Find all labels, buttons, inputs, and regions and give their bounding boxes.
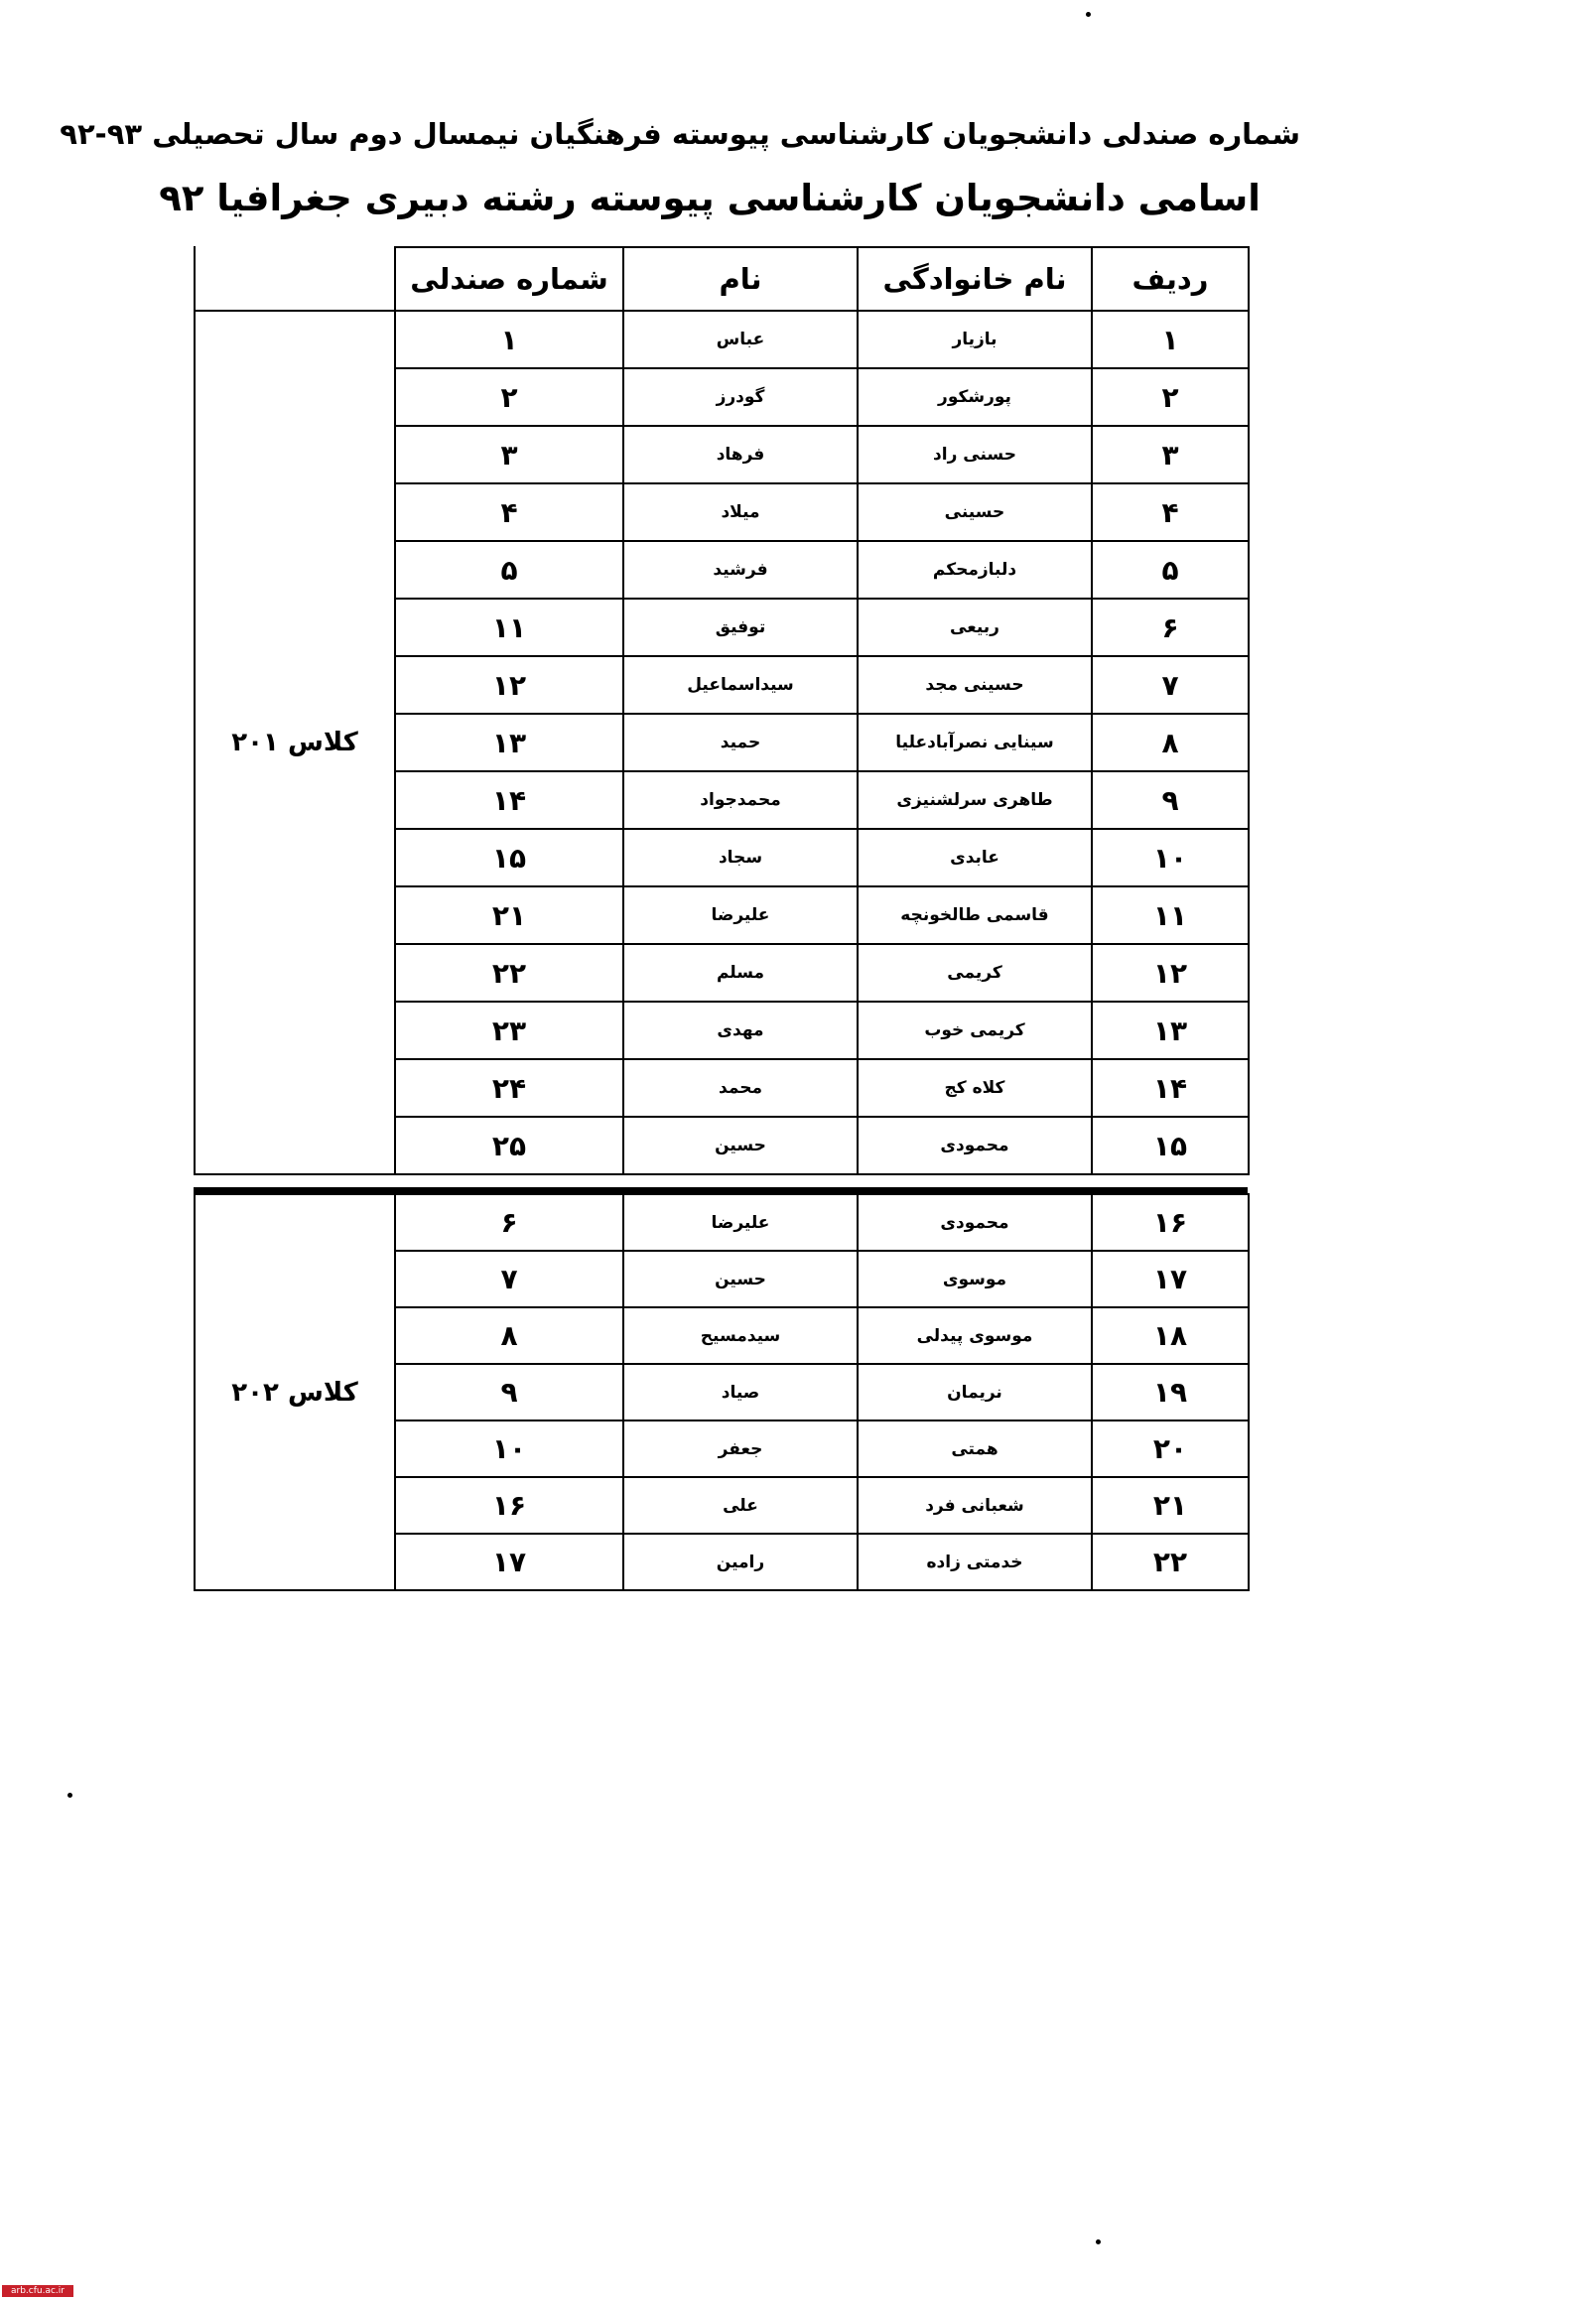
row-number-cell: ۱۴	[1092, 1059, 1249, 1117]
table-row	[195, 311, 1249, 368]
row-number-cell: ۱۲	[1092, 944, 1249, 1002]
first-name-cell: توفیق	[623, 599, 858, 656]
row-number-cell: ۱۷	[1092, 1251, 1249, 1307]
row-number-cell: ۵	[1092, 541, 1249, 599]
seat-number-cell: ۱۱	[395, 599, 623, 656]
first-name-cell: جعفر	[623, 1420, 858, 1477]
row-number-cell: ۱۵	[1092, 1117, 1249, 1174]
seat-number-cell: ۷	[395, 1251, 623, 1307]
row-number-cell: ۱	[1092, 311, 1249, 368]
first-name-cell: مهدی	[623, 1002, 858, 1059]
page-subtitle: اسامی دانشجویان کارشناسی پیوسته رشته دبیری جغرافیا ۹۲	[159, 177, 1261, 219]
seat-number-cell: ۱۰	[395, 1420, 623, 1477]
family-name-cell: شعبانی فرد	[858, 1477, 1092, 1534]
row-number-cell: ۱۱	[1092, 886, 1249, 944]
seat-number-cell: ۱۵	[395, 829, 623, 886]
col-first-name: نام	[623, 247, 858, 311]
seat-number-cell: ۸	[395, 1307, 623, 1364]
first-name-cell: عباس	[623, 311, 858, 368]
seat-number-cell: ۲	[395, 368, 623, 426]
col-family-name: نام خانوادگی	[858, 247, 1092, 311]
first-name-cell: محمد	[623, 1059, 858, 1117]
scan-dot	[67, 1793, 72, 1798]
first-name-cell: مسلم	[623, 944, 858, 1002]
family-name-cell: کلاه کج	[858, 1059, 1092, 1117]
seat-number-cell: ۱	[395, 311, 623, 368]
row-number-cell: ۹	[1092, 771, 1249, 829]
family-name-cell: خدمتی زاده	[858, 1534, 1092, 1590]
family-name-cell: محمودی	[858, 1194, 1092, 1251]
class-label: کلاس ۲۰۱	[195, 311, 395, 1174]
site-logo: arb.cfu.ac.ir	[2, 2285, 73, 2297]
family-name-cell: حسینی مجد	[858, 656, 1092, 714]
first-name-cell: صیاد	[623, 1364, 858, 1420]
family-name-cell: طاهری سرلشنیزی	[858, 771, 1092, 829]
seat-number-cell: ۲۵	[395, 1117, 623, 1174]
row-number-cell: ۲۲	[1092, 1534, 1249, 1590]
seat-number-cell: ۱۷	[395, 1534, 623, 1590]
col-seat-number: شماره صندلی	[395, 247, 623, 311]
first-name-cell: سجاد	[623, 829, 858, 886]
family-name-cell: سینایی نصرآبادعلیا	[858, 714, 1092, 771]
scan-dot	[1096, 2239, 1101, 2244]
seat-number-cell: ۲۲	[395, 944, 623, 1002]
seat-number-cell: ۱۶	[395, 1477, 623, 1534]
family-name-cell: بازیار	[858, 311, 1092, 368]
first-name-cell: میلاد	[623, 483, 858, 541]
first-name-cell: علیرضا	[623, 1194, 858, 1251]
first-name-cell: علی	[623, 1477, 858, 1534]
seat-table-class-202	[194, 1193, 1250, 1591]
family-name-cell: قاسمی طالخونچه	[858, 886, 1092, 944]
row-number-cell: ۴	[1092, 483, 1249, 541]
seat-number-cell: ۲۱	[395, 886, 623, 944]
family-name-cell: حسینی	[858, 483, 1092, 541]
seat-number-cell: ۳	[395, 426, 623, 483]
seat-number-cell: ۹	[395, 1364, 623, 1420]
row-number-cell: ۲	[1092, 368, 1249, 426]
first-name-cell: حسین	[623, 1251, 858, 1307]
class-label: کلاس ۲۰۲	[195, 1194, 395, 1590]
first-name-cell: گودرز	[623, 368, 858, 426]
family-name-cell: محمودی	[858, 1117, 1092, 1174]
seat-table-class-201	[194, 246, 1250, 1175]
first-name-cell: علیرضا	[623, 886, 858, 944]
first-name-cell: سیداسماعیل	[623, 656, 858, 714]
table-row	[195, 1194, 1249, 1251]
row-number-cell: ۱۳	[1092, 1002, 1249, 1059]
first-name-cell: محمدجواد	[623, 771, 858, 829]
family-name-cell: موسوی پیدلی	[858, 1307, 1092, 1364]
seat-number-cell: ۲۴	[395, 1059, 623, 1117]
seat-number-cell: ۱۳	[395, 714, 623, 771]
first-name-cell: فرهاد	[623, 426, 858, 483]
first-name-cell: فرشید	[623, 541, 858, 599]
row-number-cell: ۲۱	[1092, 1477, 1249, 1534]
family-name-cell: کریمی خوب	[858, 1002, 1092, 1059]
row-number-cell: ۷	[1092, 656, 1249, 714]
row-number-cell: ۶	[1092, 599, 1249, 656]
family-name-cell: حسنی راد	[858, 426, 1092, 483]
first-name-cell: رامین	[623, 1534, 858, 1590]
seat-number-cell: ۵	[395, 541, 623, 599]
family-name-cell: ربیعی	[858, 599, 1092, 656]
row-number-cell: ۱۰	[1092, 829, 1249, 886]
scan-dot	[1086, 12, 1091, 17]
row-number-cell: ۱۸	[1092, 1307, 1249, 1364]
seat-number-cell: ۶	[395, 1194, 623, 1251]
first-name-cell: حمید	[623, 714, 858, 771]
row-number-cell: ۳	[1092, 426, 1249, 483]
family-name-cell: همتی	[858, 1420, 1092, 1477]
row-number-cell: ۱۶	[1092, 1194, 1249, 1251]
family-name-cell: دلبازمحکم	[858, 541, 1092, 599]
col-class-empty	[195, 247, 395, 311]
first-name-cell: سیدمسیح	[623, 1307, 858, 1364]
col-row-number: ردیف	[1092, 247, 1249, 311]
seat-number-cell: ۱۴	[395, 771, 623, 829]
family-name-cell: موسوی	[858, 1251, 1092, 1307]
row-number-cell: ۸	[1092, 714, 1249, 771]
seat-number-cell: ۴	[395, 483, 623, 541]
family-name-cell: پورشکور	[858, 368, 1092, 426]
family-name-cell: نریمان	[858, 1364, 1092, 1420]
page-title: شماره صندلی دانشجویان کارشناسی پیوسته فرهنگیان نیمسال دوم سال تحصیلی ۹۳-۹۲	[60, 117, 1300, 151]
family-name-cell: کریمی	[858, 944, 1092, 1002]
seat-number-cell: ۱۲	[395, 656, 623, 714]
table-header-row	[195, 247, 1249, 311]
first-name-cell: حسین	[623, 1117, 858, 1174]
row-number-cell: ۲۰	[1092, 1420, 1249, 1477]
seat-number-cell: ۲۳	[395, 1002, 623, 1059]
family-name-cell: عابدی	[858, 829, 1092, 886]
row-number-cell: ۱۹	[1092, 1364, 1249, 1420]
